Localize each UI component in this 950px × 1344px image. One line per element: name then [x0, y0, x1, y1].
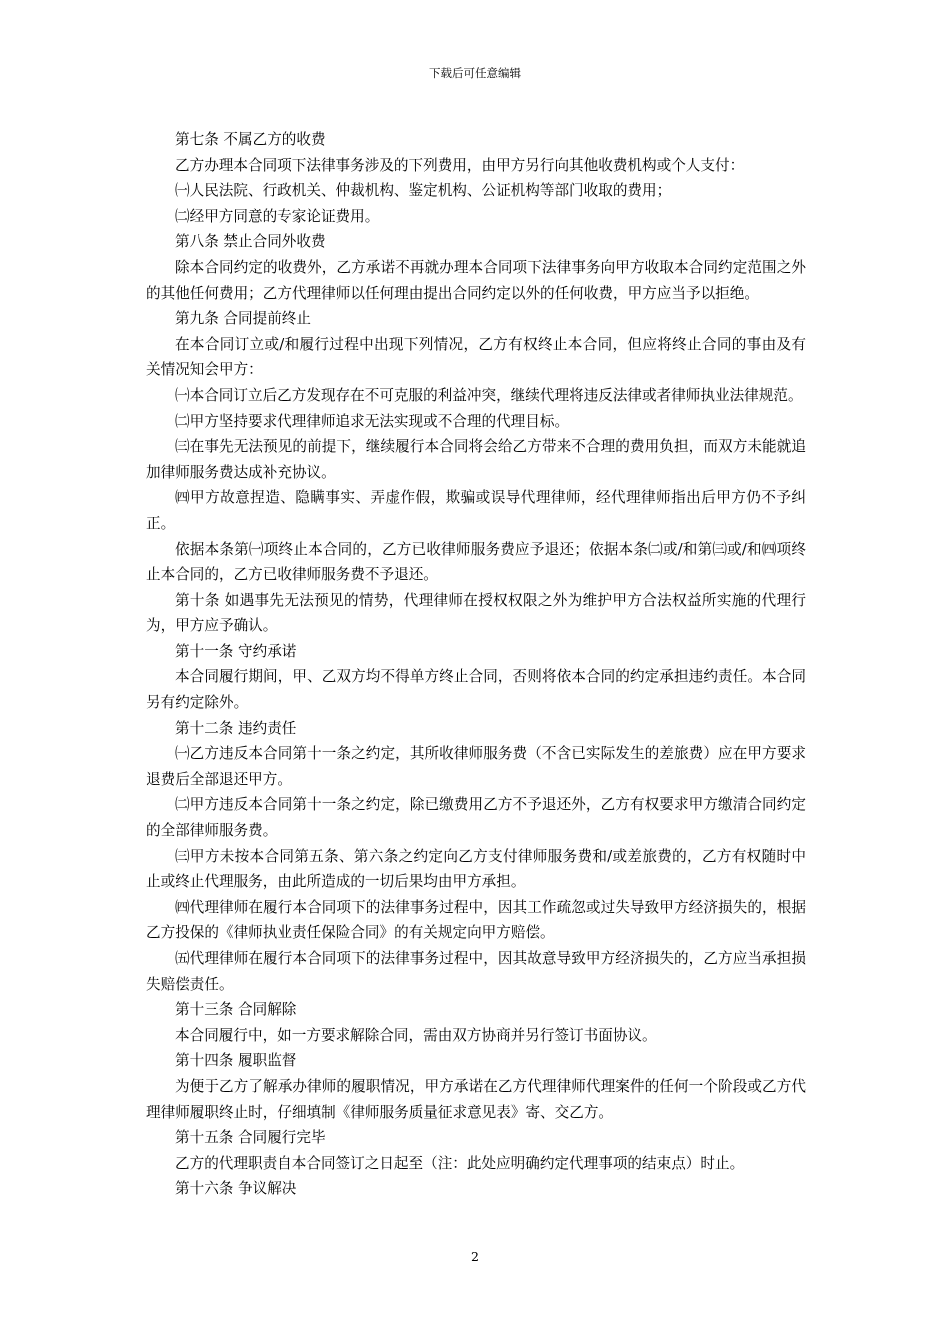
- paragraph: 乙方的代理职责自本合同签订之日起至（注：此处应明确约定代理事项的结束点）时止。: [175, 1154, 745, 1172]
- paragraph: 本合同履行期间，甲、乙双方均不得单方终止合同，否则将依本合同的约定承担违约责任。本合同另有约定除外。: [146, 668, 806, 712]
- list-item: ㈡甲方坚持要求代理律师追求无法实现或不合理的代理目标。: [175, 412, 570, 430]
- page-header: 下载后可任意编辑: [429, 66, 521, 80]
- article-heading: 第十四条 履职监督: [175, 1052, 297, 1070]
- list-item: ㈠人民法院、行政机关、仲裁机构、鉴定机构、公证机构等部门收取的费用；: [175, 182, 672, 200]
- article-heading: 第九条 合同提前终止: [175, 310, 311, 328]
- paragraph: 为便于乙方了解承办律师的履职情况，甲方承诺在乙方代理律师代理案件的任何一个阶段或乙方代理律师履职终止时，仔细填制《律师服务质量征求意见表》寄、交乙方。: [146, 1077, 806, 1121]
- article-heading: 第八条 禁止合同外收费: [175, 233, 326, 251]
- list-item: ㈡甲方违反本合同第十一条之约定，除已缴费用乙方不予退还外，乙方有权要求甲方缴清合同约定的全部律师服务费。: [146, 796, 806, 840]
- list-item: ㈢在事先无法预见的前提下，继续履行本合同将会给乙方带来不合理的费用负担，而双方未能就追加律师服务费达成补充协议。: [146, 438, 806, 481]
- article-heading: 第十条 如遇事先无法预见的情势，代理律师在授权权限之外为维护甲方合法权益所实施的代理行为，甲方应予确认。: [146, 591, 806, 635]
- paragraph: 本合同履行中，如一方要求解除合同，需由双方协商并另行签订书面协议。: [175, 1026, 657, 1044]
- document-body: [146, 127, 806, 1202]
- paragraph: 在本合同订立或/和履行过程中出现下列情况，乙方有权终止本合同，但应将终止合同的事由及有关情况知会甲方：: [146, 335, 806, 379]
- paragraph: 依据本条第㈠项终止本合同的，乙方已收律师服务费应予退还；依据本条㈡或/和第㈢或/和㈣项终止本合同的，乙方已收律师服务费不予退还。: [146, 540, 806, 584]
- paragraph: 乙方办理本合同项下法律事务涉及的下列费用，由甲方另行向其他收费机构或个人支付：: [175, 156, 745, 174]
- article-heading: 第十二条 违约责任: [175, 719, 297, 737]
- list-item: ㈣代理律师在履行本合同项下的法律事务过程中，因其工作疏忽或过失导致甲方经济损失的，根据乙方投保的《律师执业责任保险合同》的有关规定向甲方赔偿。: [146, 898, 806, 942]
- list-item: ㈠本合同订立后乙方发现存在不可克服的利益冲突，继续代理将违反法律或者律师执业法律规范。: [175, 386, 803, 404]
- paragraph: 除本合同约定的收费外，乙方承诺不再就办理本合同项下法律事务向甲方收取本合同约定范围之外的其他任何费用；乙方代理律师以任何理由提出合同约定以外的任何收费，甲方应当予以拒绝。: [146, 258, 806, 302]
- list-item: ㈢甲方未按本合同第五条、第六条之约定向乙方支付律师服务费和/或差旅费的，乙方有权随时中止或终止代理服务，由此所造成的一切后果均由甲方承担。: [146, 847, 806, 891]
- article-heading: 第十五条 合同履行完毕: [175, 1129, 326, 1147]
- list-item: ㈤代理律师在履行本合同项下的法律事务过程中，因其故意导致甲方经济损失的，乙方应当承担损失赔偿责任。: [146, 950, 806, 993]
- article-heading: 第十六条 争议解决: [175, 1180, 297, 1198]
- list-item: ㈣甲方故意捏造、隐瞒事实、弄虚作假，欺骗或误导代理律师，经代理律师指出后甲方仍不予纠正。: [146, 489, 806, 532]
- article-heading: 第十一条 守约承诺: [175, 642, 297, 660]
- page-number: 2: [471, 1249, 479, 1264]
- list-item: ㈠乙方违反本合同第十一条之约定，其所收律师服务费（不含已实际发生的差旅费）应在甲方要求退费后全部退还甲方。: [146, 745, 806, 788]
- article-heading: 第七条 不属乙方的收费: [175, 131, 326, 148]
- article-heading: 第十三条 合同解除: [175, 1001, 297, 1019]
- list-item: ㈡经甲方同意的专家论证费用。: [175, 207, 380, 225]
